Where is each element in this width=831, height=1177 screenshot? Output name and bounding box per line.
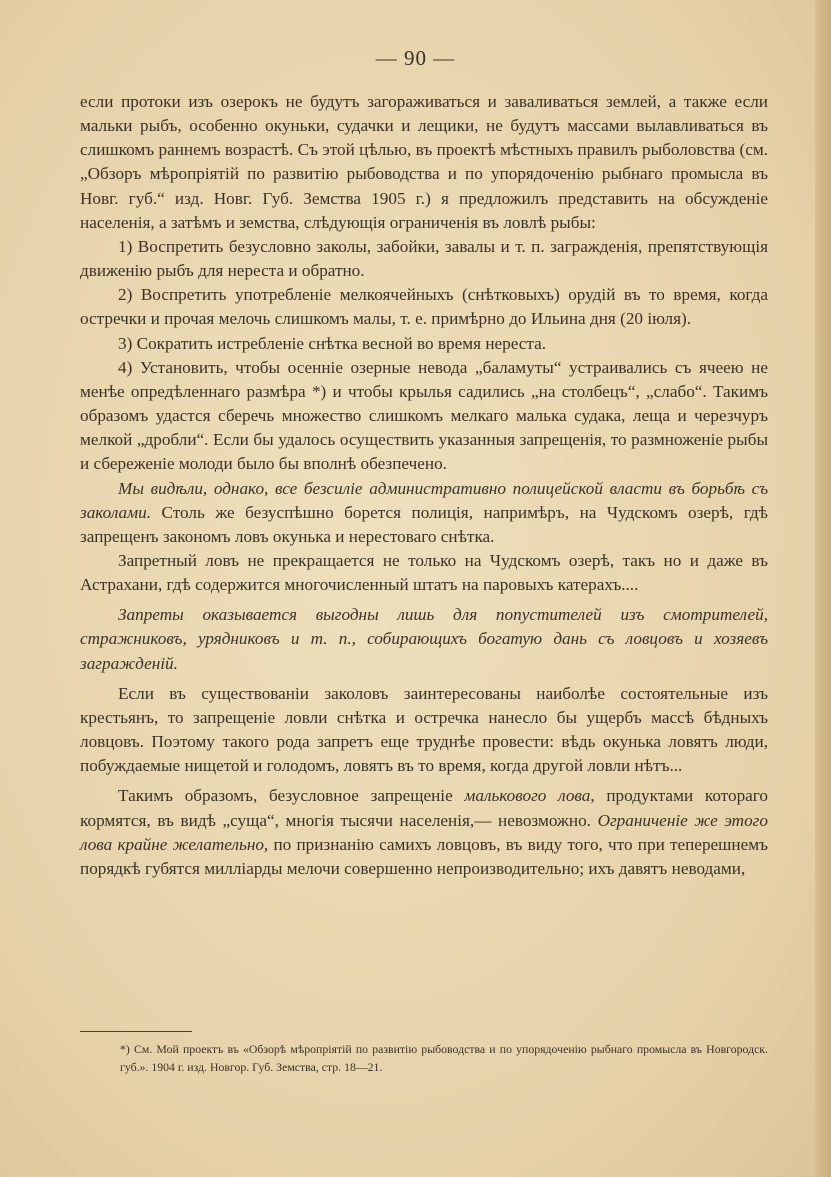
paragraph-forbidden-catch: Запретный ловъ не прекращается не только на Чудскомъ озерѣ, такъ но и даже въ Астрахани, гдѣ содержится многочисленный штатъ на паровыхъ катерахъ.... [80,550,768,595]
footnote [80,1040,768,1076]
italic-text: Ограниченіе же этого лова крайне желательно, [80,810,768,854]
page-number: — 90 — [375,46,456,70]
paragraph-text: по признанію самихъ ловцовъ, въ виду того, что при теперешнемъ порядкѣ губятся милліарды мелочи совершенно непроизводительно; ихъ давятъ неводами, [80,834,768,878]
paragraph-intro: если протоки изъ озерокъ не будутъ загораживаться и заваливаться землей, а также если мальки рыбъ, особенно окуньки, судачки и лещики, не будутъ массами вылавливаться въ слишкомъ раннемъ возрастѣ. Съ этой цѣлью, въ проектѣ мѣстныхъ правилъ рыболовства (см. „Обзоръ мѣропріятій по развитію рыбоводства и по упорядоченію рыбнаго промысла въ Новг. губ.“ изд. Новг. Губ. Земства 1905 г.) я предложилъ представить на обсужденіе населенія, а затѣмъ и земства, слѣдующія ограниченія въ ловлѣ рыбы: [80,92,768,232]
italic-text: Мы видѣли, однако, все безсиліе административно полицейской власти въ борьбѣ съ заколами. [80,478,768,522]
paragraph-conclusion [80,784,768,881]
paragraph-text: Такимъ образомъ, безусловное запрещеніе [118,786,465,806]
italic-text: Запреты оказывается выгодны лишь для попустителей изъ смотрителей, стражниковъ, урядниковъ и т. п., собирающихъ богатую дань съ ловцовъ и хозяевъ загражденій. [80,605,768,673]
body-text [80,90,768,881]
list-item-2: 2) Воспретить употребленіе мелкоячейныхъ (снѣтковыхъ) орудій въ то время, когда остречки и прочая мелочь слишкомъ малы, т. е. примѣрно до Ильина дня (20 іюля). [80,285,768,329]
paragraph-powerless [80,477,768,549]
paragraph-text: , продуктами котораго кормятся, въ видѣ „суща“, многія тысячи населенія,— невозможно. [80,786,769,830]
paragraph-text: Столь же безуспѣшно борется полиція, напримѣръ, на Чудскомъ озерѣ, гдѣ запрещенъ закономъ ловъ окунька и нерестоваго снѣтка. [80,502,768,546]
footnote-text: *) См. Мой проектъ въ «Обзорѣ мѣропріятій по развитію рыбоводства и по упорядоченію рыбнаго промысла въ Новгородск. губ.». 1904 г. изд. Новгор. Губ. Земства, стр. 18—21. [120,1042,768,1074]
page-edge [815,0,831,1177]
paragraph-italic-bans [80,603,768,675]
footnote-divider [80,1031,192,1032]
italic-text: малькового лова [464,786,591,806]
paragraph-weirs: Если въ существованіи заколовъ заинтересованы наиболѣе состоятельные изъ крестьянъ, то запрещеніе ловли снѣтка и остречка нанесло бы ущербъ массѣ бѣдныхъ ловцовъ. Поэтому такого рода запретъ еще труднѣе провести: вѣдь окунька ловятъ люди, побуждаемые нищетой и голодомъ, ловятъ въ то время, когда другой ловли нѣтъ... [80,683,768,776]
list-item-1: 1) Воспретить безусловно заколы, забойки, завалы и т. п. загражденія, препятствующія движенію рыбъ для нереста и обратно. [80,236,768,281]
list-item-3: 3) Сократить истребленіе снѣтка весной во время нереста. [118,333,547,353]
list-item-4: 4) Установить, чтобы осенніе озерные невода „баламуты“ устраивались съ ячеею не менѣе опредѣленнаго размѣра *) и чтобы крылья садились „на столбецъ“, „слабо“. Такимъ образомъ удастся сберечь множество слишкомъ мелкаго малька судака, леща и черезчуръ мелкой „дробли“. Если бы удалось осуществить указанныя запрещенія, то размноженіе рыбы и сбереженіе молоди было бы вполнѣ обезпечено. [80,357,768,474]
